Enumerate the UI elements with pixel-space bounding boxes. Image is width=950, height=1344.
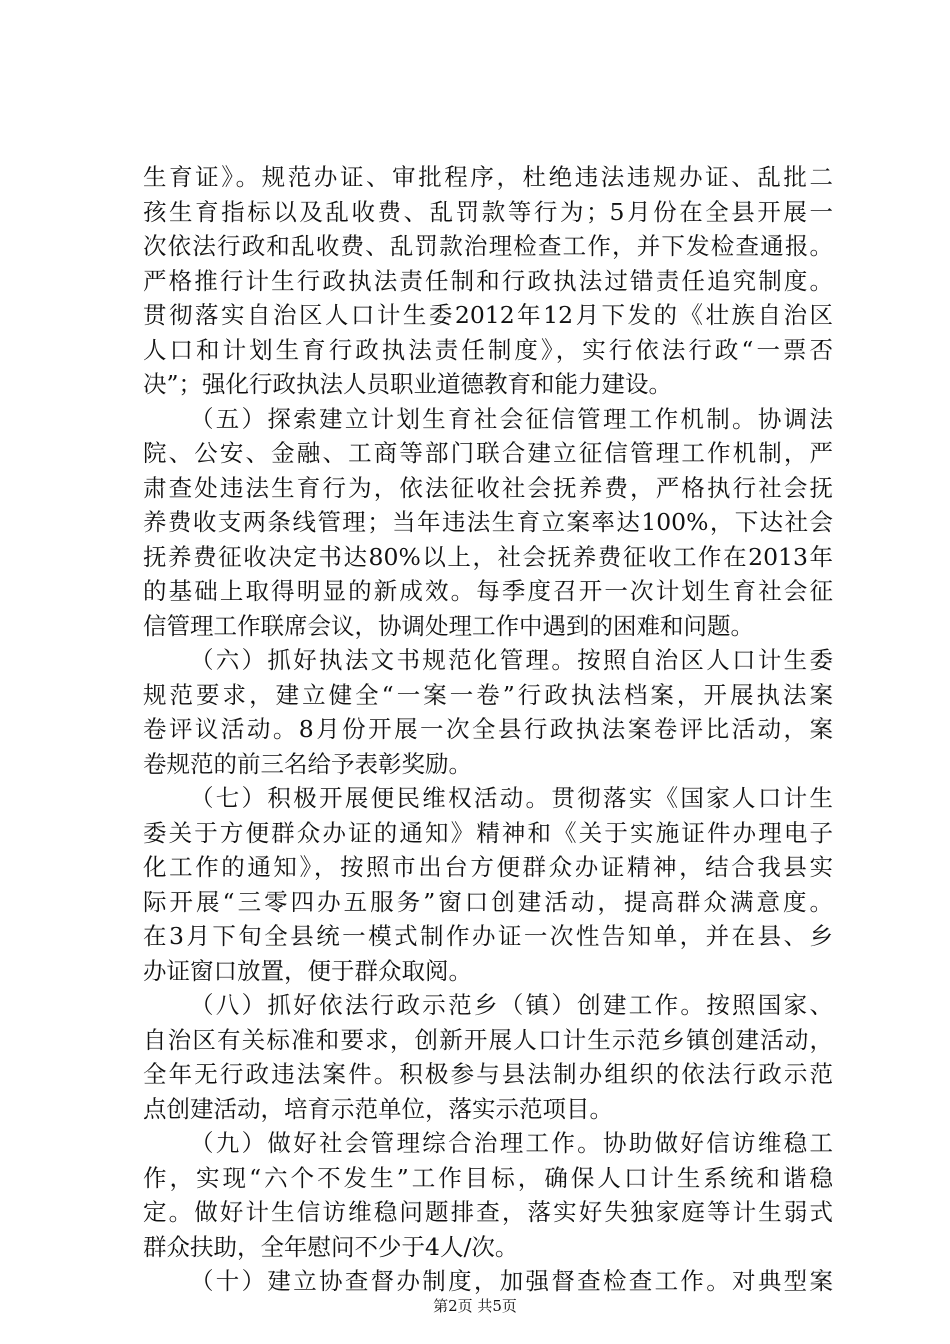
text-line: 卷评议活动。8月份开展一次全县行政执法案卷评比活动，案 xyxy=(143,715,833,743)
text-line: 次依法行政和乱收费、乱罚款治理检查工作，并下发检查通报。 xyxy=(143,232,833,260)
text-line: 办证窗口放置，便于群众取阅。 xyxy=(143,956,472,985)
text-line: 严格推行计生行政执法责任制和行政执法过错责任追究制度。 xyxy=(143,266,833,295)
text-line: 规范要求，建立健全“一案一卷”行政执法档案，开展执法案 xyxy=(143,680,833,709)
text-line: 院、公安、金融、工商等部门联合建立征信管理工作机制，严 xyxy=(143,439,833,467)
text-line: 群众扶助，全年慰问不少于4人/次。 xyxy=(143,1232,519,1261)
text-line: 际开展“三零四办五服务”窗口创建活动，提高群众满意度。 xyxy=(143,887,833,916)
text-line: 化工作的通知》，按照市出台方便群众办证精神，结合我县实 xyxy=(143,853,833,881)
paragraph-heading-line: （七）积极开展便民维权活动。贯彻落实《国家人口计生 xyxy=(190,784,833,812)
text-line: 自治区有关标准和要求，创新开展人口计生示范乡镇创建活动， xyxy=(143,1025,833,1054)
text-line: 在3月下旬全县统一模式制作办证一次性告知单，并在县、乡 xyxy=(143,922,833,950)
text-line: 作，实现“六个不发生”工作目标，确保人口计生系统和谐稳 xyxy=(143,1163,833,1192)
page-number-footer: 第2页 共5页 xyxy=(433,1297,517,1315)
paragraph-heading-line: （八）抓好依法行政示范乡（镇）创建工作。按照国家、 xyxy=(190,991,833,1019)
text-line: 人口和计划生育行政执法责任制度》，实行依法行政“一票否 xyxy=(143,335,833,364)
text-line: 信管理工作联席会议，协调处理工作中遇到的困难和问题。 xyxy=(143,611,754,640)
paragraph-heading-line: （九）做好社会管理综合治理工作。协助做好信访维稳工 xyxy=(190,1129,833,1157)
text-line: 的基础上取得明显的新成效。每季度召开一次计划生育社会征 xyxy=(143,577,833,605)
text-line: 全年无行政违法案件。积极参与县法制办组织的依法行政示范 xyxy=(143,1060,833,1088)
paragraph-heading-line: （五）探索建立计划生育社会征信管理工作机制。协调法 xyxy=(190,404,833,433)
text-line: 贯彻落实自治区人口计生委2012年12月下发的《壮族自治区 xyxy=(143,301,833,329)
text-line: 养费收支两条线管理；当年违法生育立案率达100%，下达社会 xyxy=(143,508,833,536)
document-body xyxy=(143,160,833,1299)
text-line: 孩生育指标以及乱收费、乱罚款等行为；5月份在全县开展一 xyxy=(143,197,833,226)
paragraph-heading-line: （十）建立协查督办制度，加强督查检查工作。对典型案 xyxy=(190,1267,833,1295)
text-line: 卷规范的前三名给予表彰奖励。 xyxy=(143,749,472,778)
text-line: 生育证》。规范办证、审批程序，杜绝违法违规办证、乱批二 xyxy=(143,163,833,191)
text-line: 决”；强化行政执法人员职业道德教育和能力建设。 xyxy=(143,370,673,398)
text-line: 定。做好计生信访维稳问题排查，落实好失独家庭等计生弱式 xyxy=(143,1198,833,1226)
text-line: 委关于方便群众办证的通知》精神和《关于实施证件办理电子 xyxy=(143,818,833,847)
text-line: 抚养费征收决定书达80%以上，社会抚养费征收工作在2013年 xyxy=(143,542,833,571)
text-line: 点创建活动，培育示范单位，落实示范项目。 xyxy=(143,1094,613,1123)
text-line: 肃查处违法生育行为，依法征收社会抚养费，严格执行社会抚 xyxy=(143,473,833,502)
paragraph-heading-line: （六）抓好执法文书规范化管理。按照自治区人口计生委 xyxy=(190,646,833,674)
